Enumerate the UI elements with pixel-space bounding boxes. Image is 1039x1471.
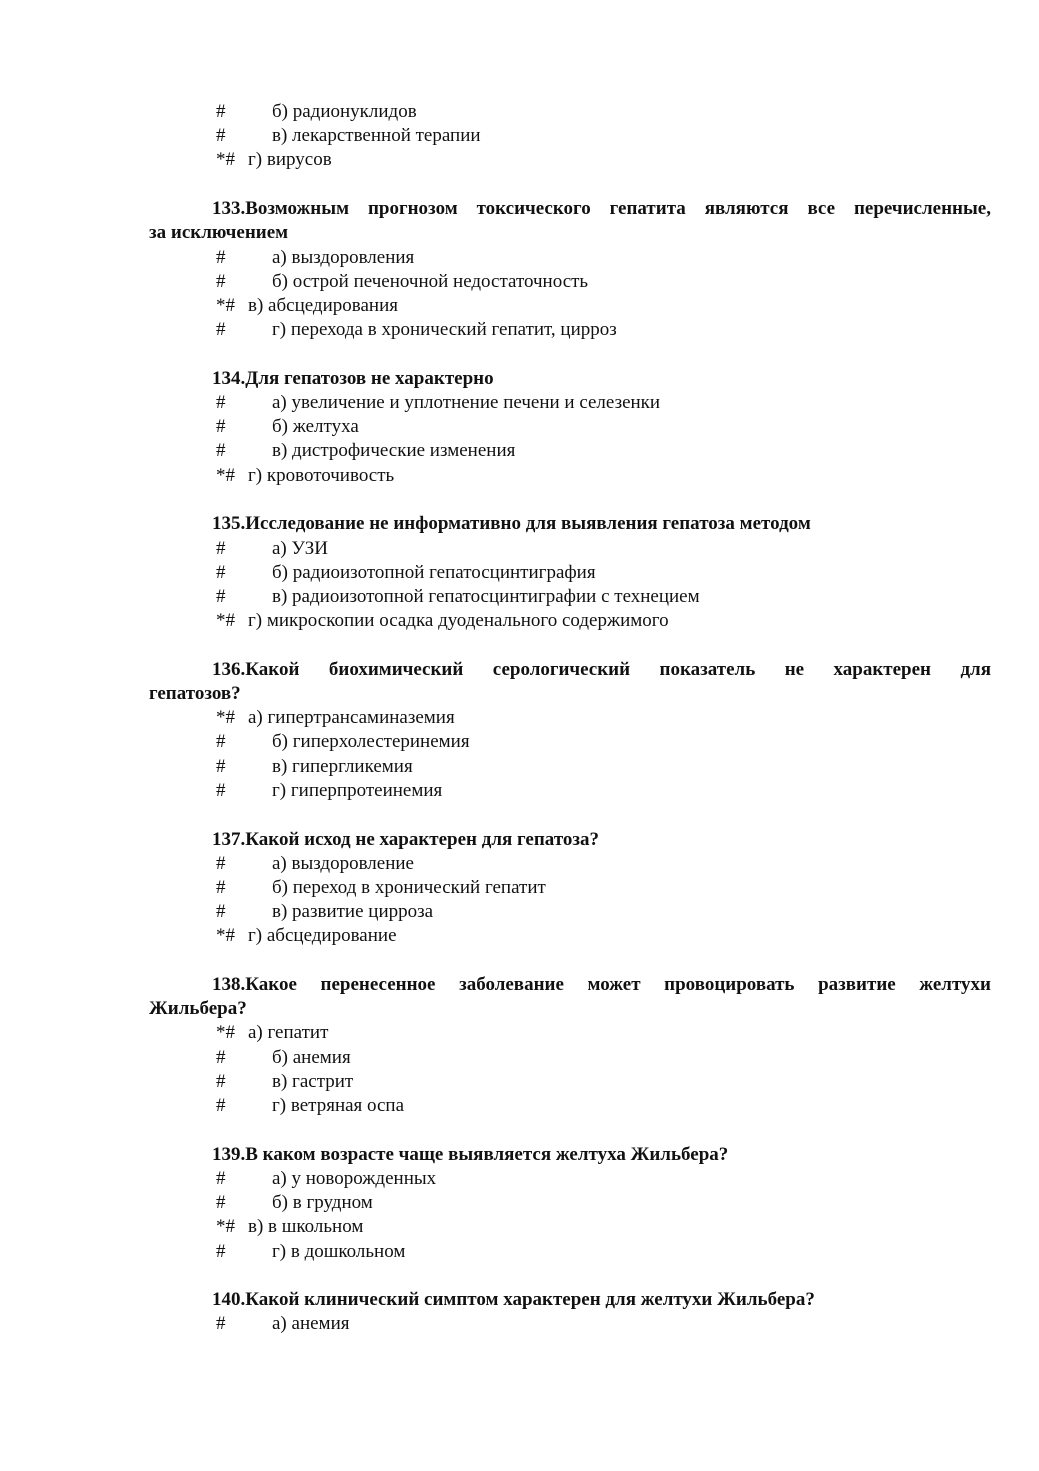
answer-option-text: г) перехода в хронический гепатит, цирроз — [272, 319, 617, 341]
answer-marker: # — [216, 1070, 226, 1092]
answer-option-text: б) анемия — [272, 1046, 351, 1068]
answer-option-text: а) выздоровление — [272, 852, 414, 874]
answer-option-text: б) в грудном — [272, 1192, 373, 1214]
correct-answer-marker: *# — [216, 1216, 235, 1238]
answer-option-text: г) гиперпротеинемия — [272, 779, 443, 801]
answer-marker: # — [216, 416, 226, 438]
answer-marker: # — [216, 101, 226, 122]
answer-marker: # — [216, 440, 226, 462]
question-title — [149, 197, 991, 245]
answer-option-text: г) кровоточивость — [248, 464, 395, 486]
answer-marker: # — [216, 755, 226, 777]
question-title: 134.Для гепатозов не характерно — [212, 367, 494, 389]
correct-answer-marker: *# — [216, 1022, 235, 1044]
answer-option-text: г) абсцедирование — [248, 925, 397, 947]
answer-option-text: а) у новорожденных — [272, 1167, 437, 1189]
answer-option-text: б) гиперхолестеринемия — [272, 731, 470, 753]
answer-option-text: а) гепатит — [248, 1022, 329, 1044]
question-title-line: 138.Какое перенесенное заболевание может провоцировать развитие желтухи — [212, 974, 991, 995]
answer-marker: # — [216, 1095, 226, 1116]
answer-marker: # — [216, 1313, 226, 1335]
answer-option-text: б) острой печеночной недостаточность — [272, 270, 589, 292]
correct-answer-marker: *# — [216, 707, 235, 729]
question-title-continuation: за исключением — [149, 222, 289, 244]
correct-answer-marker: *# — [216, 294, 235, 316]
answer-marker: # — [216, 125, 226, 147]
answer-option-text: а) выздоровления — [272, 246, 415, 268]
answer-option-text: б) переход в хронический гепатит — [272, 876, 546, 898]
question-title — [149, 973, 991, 1021]
answer-option-text: б) радиоизотопной гепатосцинтиграфия — [272, 561, 596, 583]
answer-option-text: в) гипергликемия — [272, 755, 413, 777]
answer-marker: # — [216, 561, 226, 583]
answer-marker: # — [216, 319, 226, 341]
answer-option-text: в) развитие цирроза — [272, 901, 434, 923]
answer-marker: # — [216, 731, 226, 753]
answer-marker: # — [216, 270, 226, 292]
answer-marker: # — [216, 1240, 226, 1262]
answer-option-text: в) лекарственной терапии — [272, 125, 481, 147]
answer-marker: # — [216, 852, 226, 874]
answer-option-text: б) желтуха — [272, 416, 359, 438]
answer-marker: # — [216, 1192, 226, 1214]
answer-option-text: в) радиоизотопной гепатосцинтиграфии с технецием — [272, 585, 700, 607]
correct-answer-marker: *# — [216, 925, 235, 947]
answer-marker: # — [216, 901, 226, 923]
answer-marker: # — [216, 876, 226, 898]
question-title: 135.Исследование не информативно для выявления гепатоза методом — [212, 513, 811, 535]
answer-option-text: г) в дошкольном — [272, 1240, 406, 1262]
question-title-continuation: гепатозов? — [149, 682, 241, 704]
answer-option-text: в) в школьном — [248, 1216, 364, 1238]
answer-option-text: г) вирусов — [248, 149, 332, 171]
question-title-line: 133.Возможным прогнозом токсического гепатита являются все перечисленные, — [212, 198, 991, 220]
answer-marker: # — [216, 537, 226, 559]
answer-marker: # — [216, 779, 226, 801]
correct-answer-marker: *# — [216, 464, 235, 486]
question-title-continuation: Жильбера? — [149, 998, 247, 1019]
answer-option-text: в) гастрит — [272, 1070, 354, 1092]
answer-marker: # — [216, 1167, 226, 1189]
correct-answer-marker: *# — [216, 149, 235, 171]
answer-option-text: а) анемия — [272, 1313, 350, 1335]
answer-marker: # — [216, 585, 226, 607]
answer-option-text: в) дистрофические изменения — [272, 440, 516, 462]
answer-option-text: а) УЗИ — [272, 537, 328, 559]
question-title: 137.Какой исход не характерен для гепатоза? — [212, 828, 600, 850]
answer-option-text: г) микроскопии осадка дуоденального содержимого — [248, 610, 669, 632]
answer-option-text: г) ветряная оспа — [272, 1095, 405, 1116]
correct-answer-marker: *# — [216, 610, 235, 632]
answer-marker: # — [216, 1046, 226, 1068]
answer-marker: # — [216, 392, 226, 413]
answer-option-text: а) увеличение и уплотнение печени и селезенки — [272, 392, 661, 413]
question-title: 140.Какой клинический симптом характерен для желтухи Жильбера? — [212, 1289, 815, 1311]
question-title-line: 136.Какой биохимический серологический показатель не характерен для — [212, 658, 991, 680]
answer-marker: # — [216, 246, 226, 268]
question-title: 139.В каком возрасте чаще выявляется желтуха Жильбера? — [212, 1143, 729, 1165]
question-title — [149, 658, 991, 706]
answer-option-text: в) абсцедирования — [248, 294, 398, 316]
answer-option-text: б) радионуклидов — [272, 101, 417, 122]
answer-option-text: а) гипертрансаминаземия — [248, 707, 455, 729]
